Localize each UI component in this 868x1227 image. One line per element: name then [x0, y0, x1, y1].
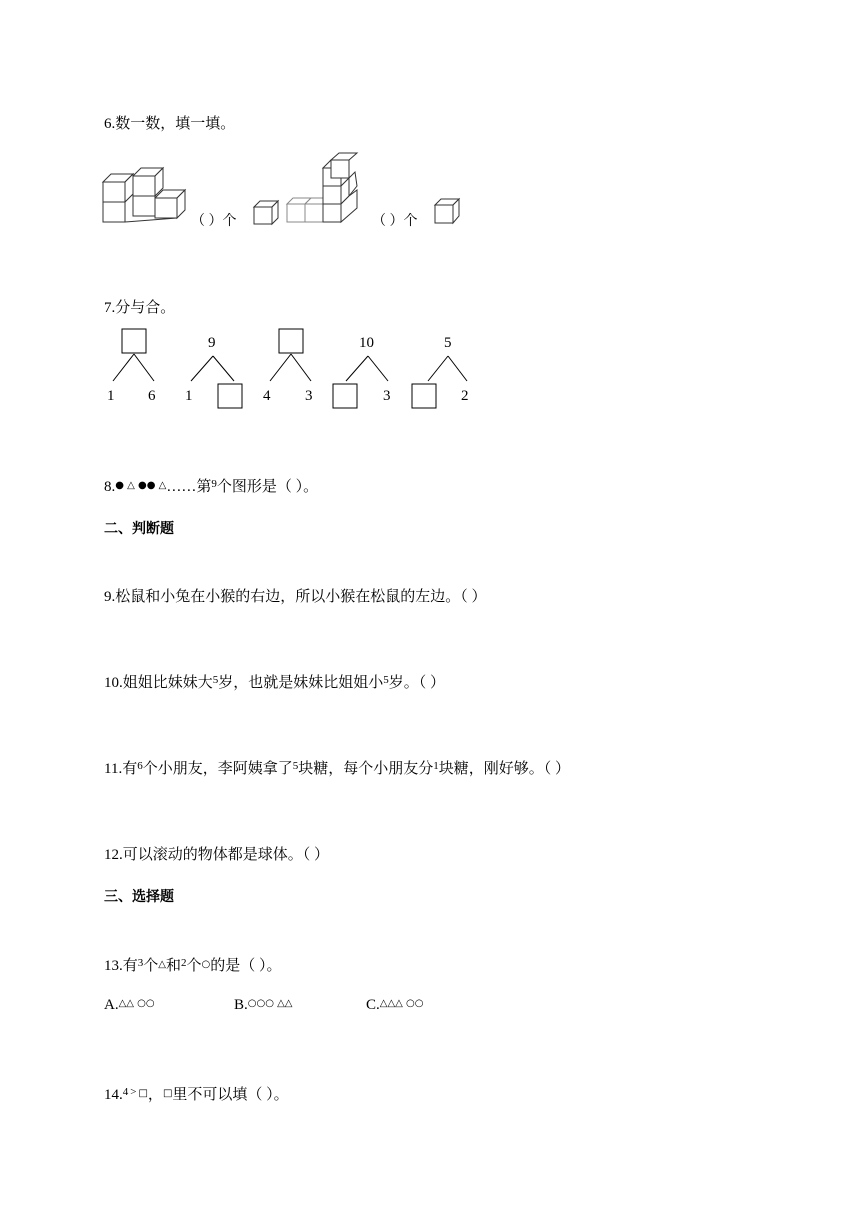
q11-c: 块糖，每个小朋友分	[298, 761, 434, 777]
circle-icon: ○	[201, 959, 211, 970]
q13-text	[104, 954, 282, 975]
q13-b: 个	[143, 958, 159, 974]
q11-text	[104, 757, 570, 778]
q10-text	[104, 671, 445, 692]
section-2-heading: 二、判断题	[104, 520, 174, 536]
q11-n2: 5	[292, 760, 299, 772]
q6-blank-2[interactable]: （ ）个	[372, 214, 418, 229]
answer-box-right-2	[218, 384, 242, 408]
q7-top-2: 9	[208, 335, 216, 351]
q10-n: 5	[212, 674, 219, 686]
q7-right-4: 3	[383, 388, 391, 404]
q11-d: 块糖，刚好够。（ ）	[438, 761, 570, 777]
q13-option-a-label: A.	[104, 997, 119, 1013]
q11-n3: 1	[433, 760, 439, 772]
q7-top-4: 10	[359, 335, 374, 351]
q8-pattern: ● △ ●● △	[115, 480, 167, 491]
triangle-icon: △	[158, 959, 166, 970]
q8-prefix: 8.	[104, 479, 116, 495]
q9-text: 9.松鼠和小兔在小猴的右边，所以小猴在松鼠的左边。（ ）	[104, 589, 487, 605]
q13-option-c-shapes: △△△ ○○	[379, 998, 424, 1009]
cube-stack-figure-2	[287, 153, 357, 222]
q13-option-b[interactable]	[234, 997, 293, 1014]
q6-blank-1[interactable]: （ ）个	[191, 214, 237, 229]
answer-box-top-1	[122, 329, 146, 353]
section-3-heading: 三、选择题	[104, 888, 174, 904]
q11-b: 个小朋友，李阿姨拿了	[142, 761, 293, 777]
box-icon-2: □	[162, 1088, 173, 1099]
box-icon: □	[138, 1088, 148, 1099]
q10-c: 岁。（ ）	[388, 675, 446, 691]
q7-right-1: 6	[148, 388, 156, 404]
q7-right-3: 3	[305, 388, 313, 404]
q7-left-3: 4	[263, 388, 271, 404]
q11-a: 11.有	[104, 761, 138, 777]
q14-text	[104, 1083, 289, 1104]
q7-left-2: 1	[185, 388, 193, 404]
q11-n: 6	[137, 760, 143, 772]
q7-top-5: 5	[444, 335, 452, 351]
q14-suffix: 里不可以填（ ）。	[172, 1087, 289, 1103]
q14-mid: ，	[147, 1087, 163, 1103]
q10-b: 岁，也就是妹妹比姐姐小	[218, 675, 384, 691]
q12-text: 12.可以滚动的物体都是球体。（ ）	[104, 847, 330, 863]
q13-option-c-label: C.	[366, 997, 380, 1013]
q7-text: 7.分与合。	[104, 300, 176, 316]
q13-n: 3	[137, 957, 144, 969]
q13-d: 个	[186, 958, 202, 974]
q14-n: 4	[122, 1086, 129, 1098]
q10-n2: 5	[383, 674, 389, 686]
answer-box-left-4	[333, 384, 357, 408]
q13-option-c[interactable]	[366, 997, 423, 1014]
q10-a: 10.姐姐比妹妹大	[104, 675, 213, 691]
q13-option-a[interactable]	[104, 997, 155, 1014]
q6-text: 6.数一数，填一填。	[104, 116, 236, 132]
q13-a: 13.有	[104, 958, 138, 974]
q13-option-a-shapes: △△ ○○	[118, 998, 155, 1009]
q8-text	[104, 475, 318, 496]
q13-e: 的是（ ）。	[210, 958, 282, 974]
cube-stack-figure-1	[103, 168, 185, 222]
answer-box-left-5	[412, 384, 436, 408]
q13-option-b-label: B.	[234, 997, 248, 1013]
q8-suffix: ……第	[166, 479, 212, 495]
q13-option-b-shapes: ○○○ △△	[247, 998, 293, 1009]
q7-right-5: 2	[461, 388, 469, 404]
q7-left-1: 1	[107, 388, 115, 404]
q14-gt: >	[130, 1086, 137, 1098]
q13-c: 和	[165, 958, 181, 974]
q8-num: 9	[211, 478, 217, 490]
answer-box-top-3	[279, 329, 303, 353]
single-cube-2	[435, 199, 459, 223]
single-cube-1	[254, 201, 278, 224]
q8-suffix2: 个图形是（ ）。	[216, 479, 319, 495]
q14-prefix: 14.	[104, 1087, 123, 1103]
q13-n2: 2	[181, 957, 187, 969]
